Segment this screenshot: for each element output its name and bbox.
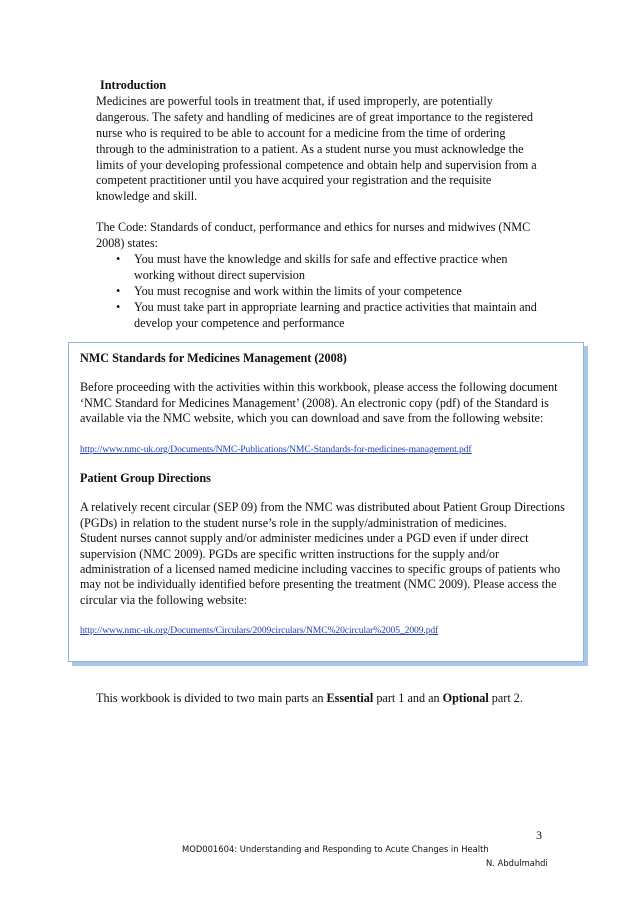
list-item: • You must have the knowledge and skills for safe and effective practice when working without direct supervision bbox=[116, 252, 508, 282]
introduction-heading: Introduction bbox=[100, 78, 167, 92]
optional-label: Optional bbox=[442, 691, 489, 705]
nmc-standards-link[interactable]: http://www.nmc-uk.org/Documents/NMC-Publications/NMC-Standards-for-medicines-management.pdf bbox=[80, 443, 472, 455]
pgd-text-1: A relatively recent circular (SEP 09) from the NMC was distributed about Patient Group Directions (PGDs) in relation to the student nurse’s role in the supply/administration of medicines. bbox=[80, 500, 565, 530]
bullet-icon: • bbox=[116, 299, 121, 314]
footer-author: N. Abdulmahdi bbox=[486, 858, 548, 868]
nmc-standards-text: Before proceeding with the activities within this workbook, please access the following document ‘NMC Standard for Medicines Management’ (2008). An electronic copy (pdf) of the Standard is available via the NMC website, which you can download and save from the following website: bbox=[80, 380, 558, 426]
nmc-info-box bbox=[68, 342, 584, 662]
pgd-circular-link[interactable]: http://www.nmc-uk.org/Documents/Circulars/2009circulars/NMC%20circular%2005_2009.pdf bbox=[80, 625, 439, 637]
introduction-paragraph: Medicines are powerful tools in treatment that, if used improperly, are potentially dangerous. The safety and handling of medicines are of great importance to the registered nurse who is required to be able to account for a medicine from the time of ordering through to the administration to a patient. As a student nurse you must acknowledge the limits of your developing professional competence and obtain help and supervision from a competent practitioner until you have acquired your registration and the requisite knowledge and skill. bbox=[96, 93, 537, 204]
page-number: 3 bbox=[536, 828, 542, 842]
pgd-title: Patient Group Directions bbox=[80, 471, 211, 486]
bullet-icon: • bbox=[116, 283, 121, 298]
workbook-structure-note: This workbook is divided to two main parts an Essential part 1 and an Optional part 2. bbox=[96, 691, 523, 705]
bullet-icon: • bbox=[116, 252, 121, 267]
list-item: • You must recognise and work within the limits of your competence bbox=[116, 283, 462, 298]
nmc-standards-title: NMC Standards for Medicines Management (2008) bbox=[80, 351, 347, 365]
pgd-text-2: Student nurses cannot supply and/or administer medicines under a PGD even if under direct supervision (NMC 2009). PGDs are specific written instructions for the supply and/or administration of a licensed named medicine including vaccines to specific groups of patients who may not be individually identified before presenting the treatment (NMC 2009). Please access the circular via the following website: bbox=[80, 531, 561, 607]
list-item: • You must take part in appropriate learning and practice activities that maintain and develop your competence and performance bbox=[116, 299, 537, 330]
introduction-section bbox=[96, 78, 546, 332]
code-bullet-list bbox=[96, 252, 546, 332]
code-intro-text: The Code: Standards of conduct, performance and ethics for nurses and midwives (NMC 2008) states: bbox=[96, 220, 531, 251]
essential-label: Essential bbox=[326, 691, 374, 705]
footer-module-title: MOD001604: Understanding and Responding to Acute Changes in Health bbox=[182, 844, 489, 854]
